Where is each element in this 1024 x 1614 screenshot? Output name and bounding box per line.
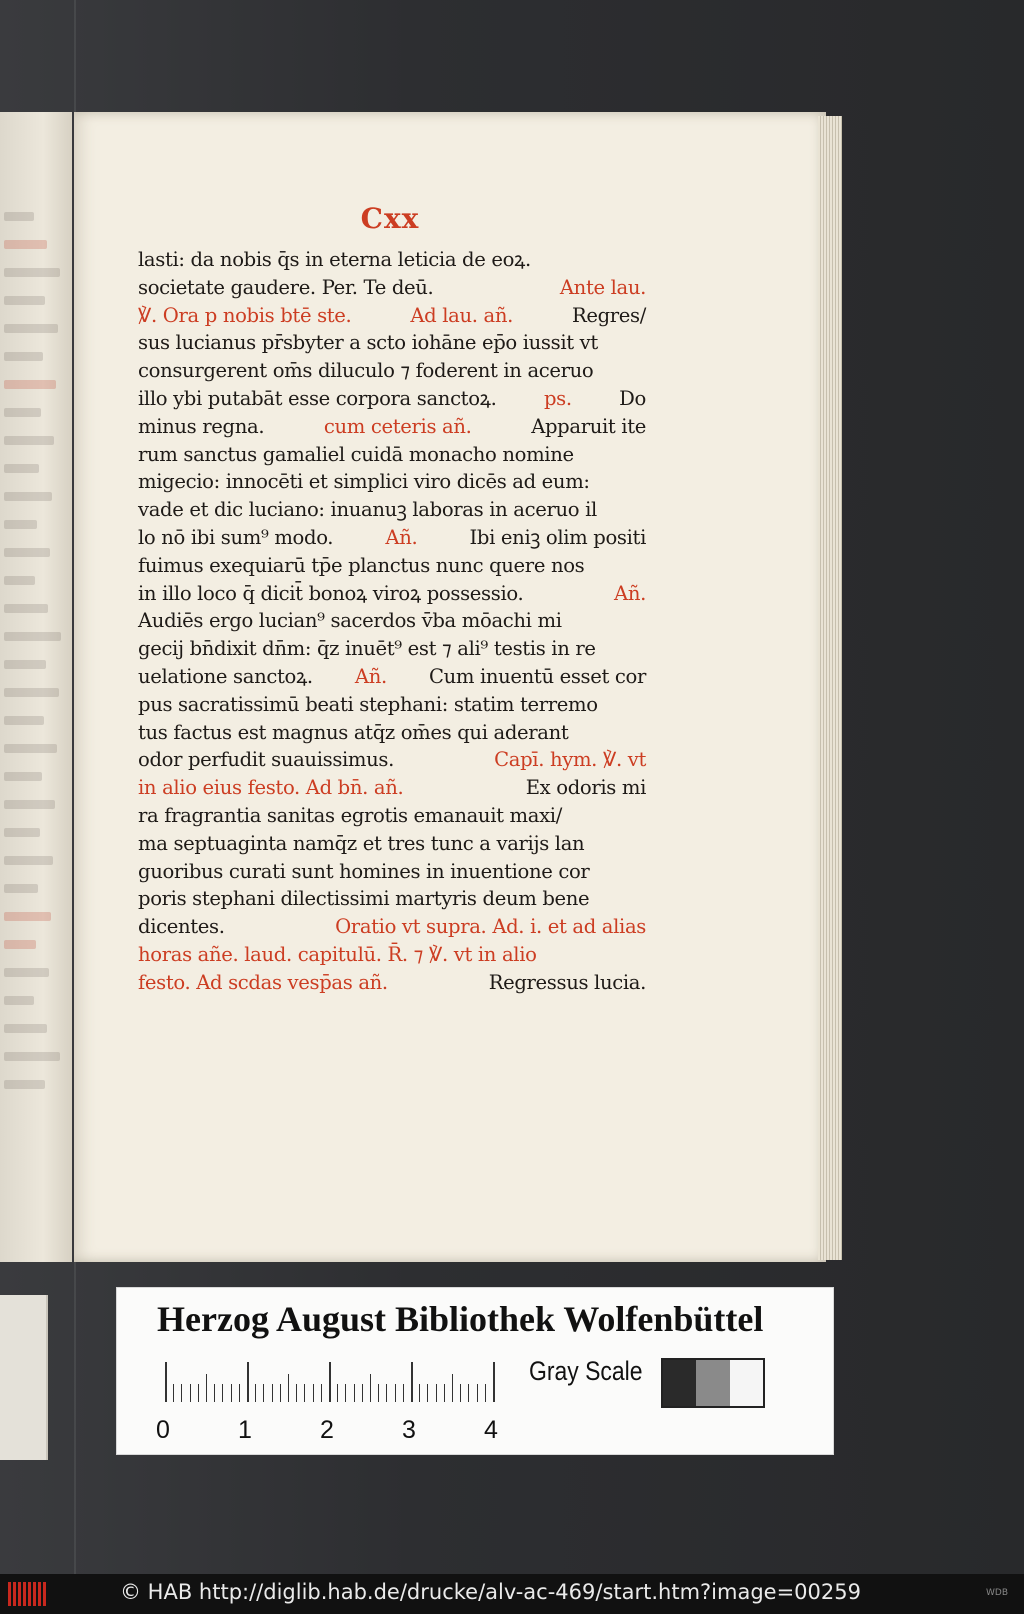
ruler-tick	[419, 1384, 420, 1402]
ruler-tick	[263, 1384, 264, 1402]
text-segment: pus sacratissimū beati stephani: statim terremo	[138, 692, 598, 716]
ruler-tick	[272, 1384, 273, 1402]
bleed-through-line	[4, 212, 34, 221]
page-block-edge	[818, 116, 842, 1260]
text-line	[138, 468, 646, 496]
text-segment: migecio: innocēti et simplici viro dicēs ad eum:	[138, 470, 590, 494]
text-line	[138, 774, 646, 802]
bleed-through-line	[4, 268, 60, 277]
text-line	[138, 607, 646, 635]
text-line	[138, 830, 646, 858]
text-line	[138, 969, 646, 997]
bleed-through-line	[4, 800, 55, 809]
ruler-tick	[337, 1384, 338, 1402]
ruler-tick	[436, 1384, 437, 1402]
gray-swatch	[730, 1360, 763, 1406]
text-line	[138, 802, 646, 830]
text-line	[138, 274, 646, 302]
text-line	[138, 885, 646, 913]
rubric-segment: Añ.	[385, 525, 418, 549]
bleed-through-line	[4, 996, 34, 1005]
text-line	[138, 413, 646, 441]
scale-ruler	[165, 1360, 505, 1402]
ruler-tick	[313, 1384, 314, 1402]
text-segment: Apparuit ite	[531, 414, 646, 438]
text-segment: minus regna.	[138, 414, 265, 438]
gray-swatch	[696, 1360, 729, 1406]
gray-swatch	[663, 1360, 696, 1406]
rubric-segment: Oratio vt supra. Ad. i. et ad alias	[335, 915, 646, 939]
text-line	[138, 663, 646, 691]
ruler-tick	[190, 1384, 191, 1402]
ruler-tick	[362, 1384, 363, 1402]
text-line	[138, 385, 646, 413]
ruler-tick	[452, 1374, 453, 1402]
text-line	[138, 552, 646, 580]
text-segment: consurgerent om̄s diluculo ⁊ foderent in aceruo	[138, 359, 594, 383]
ruler-tick	[403, 1384, 404, 1402]
ruler-tick	[288, 1374, 289, 1402]
bleed-through-line	[4, 240, 47, 249]
text-segment: ma septuaginta namq̄z et tres tunc a varijs lan	[138, 831, 585, 855]
text-segment: societate gaudere. Per. Te deū.	[138, 275, 434, 299]
bleed-through-line	[4, 380, 56, 389]
ruler-tick	[173, 1384, 174, 1402]
text-line	[138, 858, 646, 886]
bleed-through-line	[4, 324, 58, 333]
ruler-tick	[468, 1384, 469, 1402]
ruler-tick	[370, 1374, 371, 1402]
bleed-through-line	[4, 492, 52, 501]
facing-sheet	[0, 1295, 48, 1460]
ruler-tick	[198, 1384, 199, 1402]
ruler-tick	[239, 1384, 240, 1402]
gray-scale-label: Gray Scale	[529, 1356, 643, 1386]
ruler-tick	[460, 1384, 461, 1402]
bleed-through-line	[4, 688, 59, 697]
ruler-tick	[395, 1384, 396, 1402]
text-segment: fuimus exequiarū tp̄e planctus nunc quere nos	[138, 553, 585, 577]
ruler-tick	[181, 1384, 182, 1402]
bleed-through-line	[4, 576, 35, 585]
ruler-tick	[165, 1362, 167, 1402]
rubric-segment: ℣. Ora p nobis btē ste.	[138, 303, 352, 327]
text-line	[138, 496, 646, 524]
ruler-tick	[304, 1384, 305, 1402]
rubric-segment: horas añe. laud. capitulū. R̄. ⁊ ℣. vt in alio	[138, 942, 537, 966]
bleed-through-line	[4, 604, 48, 613]
ruler-tick	[444, 1384, 445, 1402]
bleed-through-line	[4, 352, 43, 361]
rubric-segment: cum ceteris añ.	[323, 414, 472, 438]
text-line	[138, 913, 646, 941]
rubric-segment: Capī. hym. ℣. vt	[494, 748, 646, 772]
text-segment: lo nō ibi sum⁹ modo.	[138, 525, 334, 549]
text-segment: tus factus est magnus atq̄z om̄es qui aderant	[138, 720, 569, 744]
bleed-through-line	[4, 772, 42, 781]
text-segment: Do	[619, 386, 646, 410]
bleed-through-line	[4, 296, 45, 305]
ruler-number-4: 4	[484, 1416, 498, 1444]
text-segment: Ex odoris mi	[525, 776, 646, 800]
rubric-segment: in alio eius festo. Ad bn̄. añ.	[138, 776, 404, 800]
ruler-tick	[222, 1384, 223, 1402]
text-segment: gecij bn̄dixit dn̄m: q̄z inuēt⁹ est ⁊ ali⁹ testis in re	[138, 637, 596, 661]
rubric-segment: Ante lau.	[559, 275, 646, 299]
ruler-number-0: 0	[156, 1416, 170, 1444]
ruler-tick	[493, 1362, 495, 1402]
ruler-tick	[231, 1384, 232, 1402]
text-segment: Regres/	[571, 303, 646, 327]
bleed-through-line	[4, 436, 54, 445]
ruler-tick	[321, 1384, 322, 1402]
bleed-through-line	[4, 632, 61, 641]
bleed-through-line	[4, 856, 53, 865]
text-line	[138, 329, 646, 357]
bleed-through-line	[4, 660, 46, 669]
text-segment: Regressus lucia.	[488, 970, 646, 994]
ruler-tick	[345, 1384, 346, 1402]
gray-scale-swatches	[661, 1358, 765, 1408]
rubric-segment: Añ.	[614, 581, 646, 605]
ruler-number-3: 3	[402, 1416, 416, 1444]
rubric-segment: Añ.	[354, 664, 387, 688]
text-segment: uelatione sanctoꝝ.	[138, 664, 313, 688]
text-segment: in illo loco q̄ dicit̄ bonoꝝ viroꝝ possessio.	[138, 581, 524, 605]
ruler-tick	[411, 1362, 413, 1402]
ruler-tick	[280, 1384, 281, 1402]
bleed-through-line	[4, 1080, 45, 1089]
text-line	[138, 691, 646, 719]
text-segment: Audiēs ergo lucian⁹ sacerdos v̄ba mōachi mi	[138, 609, 562, 633]
bleed-through-line	[4, 744, 57, 753]
text-segment: Ibi eniꝫ olim positi	[469, 525, 646, 549]
bleed-through-line	[4, 1052, 60, 1061]
bleed-through-line	[4, 828, 40, 837]
bleed-through-line	[4, 884, 38, 893]
bleed-through-line	[4, 1024, 47, 1033]
text-line	[138, 441, 646, 469]
ruler-tick	[354, 1384, 355, 1402]
ruler-tick	[296, 1384, 297, 1402]
text-line	[138, 524, 646, 552]
text-segment: dicentes.	[138, 915, 225, 939]
copyright-url: © HAB http://diglib.hab.de/drucke/alv-ac-469/start.htm?image=00259	[120, 1580, 861, 1604]
text-segment: sus lucianus pr̄sbyter a scto iohāne ep̄o iussit vt	[138, 331, 598, 355]
footer-mark: WDB	[985, 1588, 1008, 1598]
hab-logo-icon	[8, 1582, 46, 1606]
text-line	[138, 302, 646, 330]
ruler-tick	[485, 1384, 486, 1402]
text-segment: rum sanctus gamaliel cuidā monacho nomine	[138, 442, 574, 466]
text-segment: ra fragrantia sanitas egrotis emanauit maxi/	[138, 803, 562, 827]
ruler-number-2: 2	[320, 1416, 334, 1444]
folio-number: Cxx	[360, 202, 420, 235]
bleed-through-line	[4, 520, 37, 529]
printed-text-block	[138, 246, 646, 997]
text-line	[138, 941, 646, 969]
ruler-tick	[378, 1384, 379, 1402]
bleed-through-line	[4, 464, 39, 473]
text-segment: Cum inuentū esset cor	[428, 664, 646, 688]
facing-page-edge	[0, 112, 72, 1262]
text-line	[138, 635, 646, 663]
ruler-tick	[247, 1362, 249, 1402]
rubric-segment: Ad lau. añ.	[410, 303, 513, 327]
bleed-through-line	[4, 548, 50, 557]
ruler-tick	[427, 1384, 428, 1402]
bleed-through-line	[4, 968, 49, 977]
ruler-tick	[329, 1362, 331, 1402]
bleed-through-line	[4, 408, 41, 417]
text-line	[138, 246, 646, 274]
ruler-tick	[477, 1384, 478, 1402]
ruler-number-1: 1	[238, 1416, 252, 1444]
rubric-segment: festo. Ad scdas vesp̄as añ.	[138, 970, 388, 994]
ruler-tick	[255, 1384, 256, 1402]
text-segment: guoribus curati sunt homines in inuentione cor	[138, 859, 590, 883]
bleed-through-line	[4, 716, 44, 725]
ruler-tick	[206, 1374, 207, 1402]
library-name: Herzog August Bibliothek Wolfenbüttel	[157, 1299, 764, 1339]
text-segment: poris stephani dilectissimi martyris deum bene	[138, 887, 590, 911]
text-segment: illo ybi putabāt esse corpora sanctoꝝ.	[138, 386, 497, 410]
ruler-tick	[386, 1384, 387, 1402]
text-line	[138, 746, 646, 774]
text-line	[138, 580, 646, 608]
bleed-through-line	[4, 912, 51, 921]
footer-bar	[0, 1574, 1024, 1614]
text-segment: odor perfudit suauissimus.	[138, 748, 395, 772]
text-line	[138, 357, 646, 385]
text-segment: vade et dic luciano: inuanuꝫ laboras in aceruo il	[138, 498, 597, 522]
text-line	[138, 719, 646, 747]
rubric-segment: ps.	[543, 386, 572, 410]
bleed-through-line	[4, 940, 36, 949]
text-segment: lasti: da nobis q̄s in eterna leticia de eoꝝ.	[138, 248, 531, 271]
ruler-tick	[214, 1384, 215, 1402]
library-color-card	[116, 1287, 834, 1455]
